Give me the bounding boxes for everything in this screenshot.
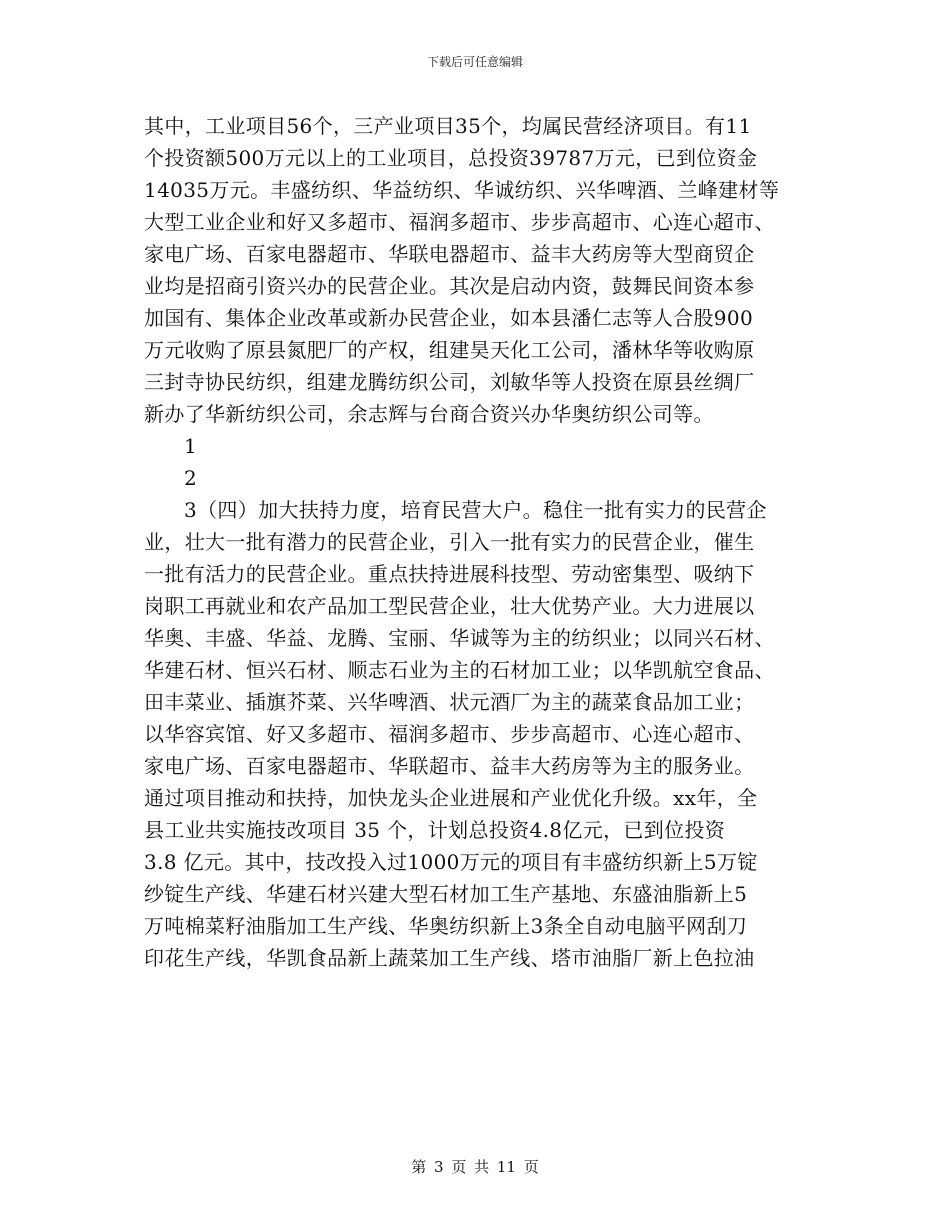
page-header: 下载后可任意编辑 <box>426 55 523 69</box>
text-line: 万吨棉菜籽油脂加工生产线、华奥纺织新上3条全自动电脑平网刮刀 <box>144 914 748 938</box>
text-line: 新办了华新纺织公司，余志辉与台商合资兴办华奥纺织公司等。 <box>144 402 714 426</box>
text-line: 通过项目推动和扶持，加快龙头企业进展和产业优化升级。xx年，全 <box>144 786 758 810</box>
text-line: 1 <box>184 434 198 458</box>
text-line: 县工业共实施技改项目 35 个，计划总投资4.8亿元，已到位投资 <box>144 818 726 842</box>
text-line: 加国有、集体企业改革或新办民营企业，如本县潘仁志等人合股900 <box>144 306 754 330</box>
page-footer: 第 3 页 共 11 页 <box>411 1158 539 1176</box>
text-line: 大型工业企业和好又多超市、福润多超市、步步高超市、心连心超市、 <box>144 210 775 234</box>
text-line: 2 <box>184 466 198 490</box>
text-line: 以华容宾馆、好又多超市、福润多超市、步步高超市、心连心超市、 <box>144 722 755 746</box>
text-line: 3.8 亿元。其中，技改投入过1000万元的项目有丰盛纺织新上5万锭 <box>144 850 758 874</box>
text-line: 3（四）加大扶持力度，培育民营大户。稳住一批有实力的民营企 <box>184 498 767 522</box>
text-line: 纱锭生产线、华建石材兴建大型石材加工生产基地、东盛油脂新上5 <box>144 882 748 906</box>
text-line: 印花生产线，华凯食品新上蔬菜加工生产线、塔市油脂厂新上色拉油 <box>144 946 755 970</box>
text-line: 个投资额500万元以上的工业项目，总投资39787万元，已到位资金 <box>144 146 758 170</box>
text-line: 万元收购了原县氮肥厂的产权，组建昊天化工公司，潘林华等收购原 <box>144 338 755 362</box>
text-line: 业均是招商引资兴办的民营企业。其次是启动内资，鼓舞民间资本参 <box>144 274 755 298</box>
text-line: 其中，工业项目56个，三产业项目35个，均属民营经济项目。有11 <box>144 114 752 138</box>
text-line: 家电广场、百家电器超市、华联超市、益丰大药房等为主的服务业。 <box>144 754 755 778</box>
text-line: 业，壮大一批有潜力的民营企业，引入一批有实力的民营企业，催生 <box>144 530 755 554</box>
text-line: 一批有活力的民营企业。重点扶持进展科技型、劳动密集型、吸纳下 <box>144 562 755 586</box>
text-line: 三封寺协民纺织，组建龙腾纺织公司，刘敏华等人投资在原县丝绸厂 <box>144 370 755 394</box>
text-line: 14035万元。丰盛纺织、华益纺织、华诚纺织、兴华啤酒、兰峰建材等 <box>144 178 780 202</box>
text-line: 华建石材、恒兴石材、顺志石业为主的石材加工业；以华凯航空食品、 <box>144 658 775 682</box>
text-line: 田丰菜业、插旗芥菜、兴华啤酒、状元酒厂为主的蔬菜食品加工业； <box>144 690 755 714</box>
text-line: 岗职工再就业和农产品加工型民营企业，壮大优势产业。大力进展以 <box>144 594 755 618</box>
document-body <box>144 110 806 974</box>
text-line: 华奥、丰盛、华益、龙腾、宝丽、华诚等为主的纺织业；以同兴石材、 <box>144 626 775 650</box>
text-line: 家电广场、百家电器超市、华联电器超市、益丰大药房等大型商贸企 <box>144 242 755 266</box>
